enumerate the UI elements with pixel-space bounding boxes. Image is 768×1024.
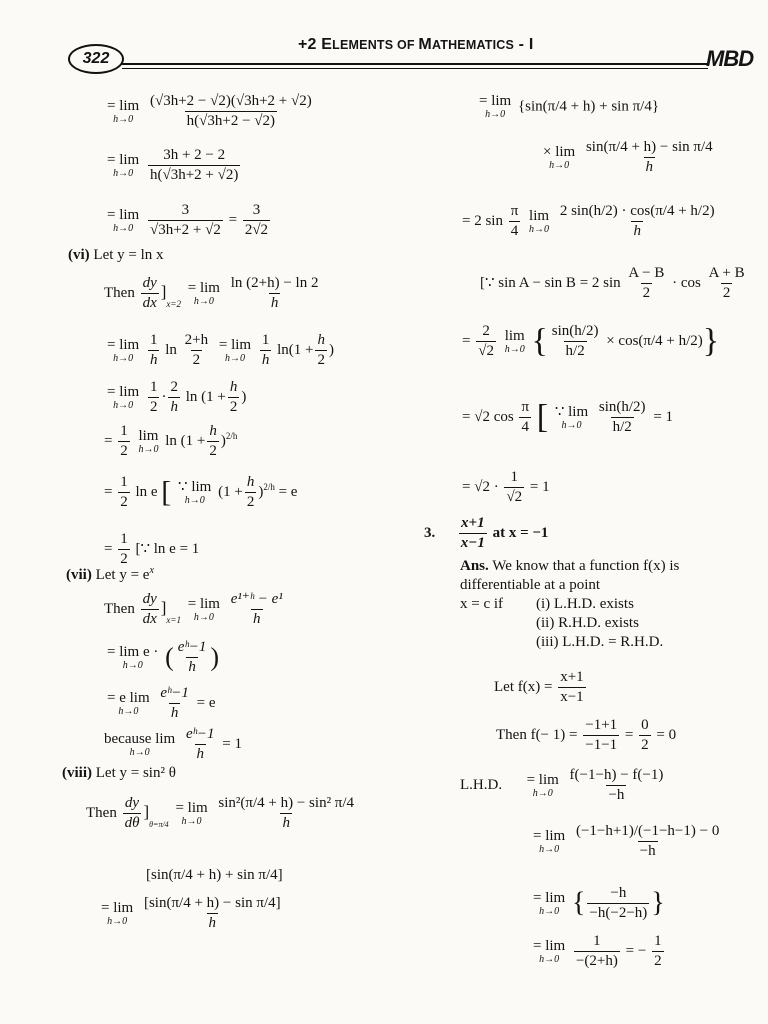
part-vi-step-2: = lim h→0 $\frac{1}{h}$ ln $\frac{2+h}{2}$ = lim h→0 $\frac{1}{h}$ ln(1 + $\frac{h}{2}$ ) (107, 332, 334, 368)
part-viii-heading: (viii) Let y = sin² θ (62, 765, 176, 781)
right-step-4: = $\frac{2}{√2}$ lim h→0 { $\frac{\sin(h/2)}{h/2}$ × cos(π/4 + h/2)} (462, 322, 720, 360)
publisher-logo: MBD (706, 46, 754, 71)
page-number: 322 (68, 44, 124, 74)
right-identity-note: [∵ sin A − sin B = 2 sin $\frac{A - B}{2}$ · cos $\frac{A + B}{2}$ (480, 265, 745, 301)
part-viii-then: Then $\frac{dy}{d\theta}$ ]$_{\theta=\pi/4}$ = lim h→0 $\frac{\text{sin²(π/4 + h) − sin² π/4}}{h}$ (86, 795, 355, 831)
part-vii-then: Then $\frac{dy}{dx}$ ]$_{x=1}$ = lim h→0 $\frac{\text{e¹⁺ʰ − e¹}}{h}$ (104, 591, 283, 627)
part-vi-step-4: = $\frac{1}{2}$ lim h→0 ln (1 + $\frac{h}{2}$ )$^{2/h}$ (104, 423, 238, 459)
part-viii-step-2: = lim h→0 $\frac{\text{[sin(π/4 + h) − sin π/4]}}{h}$ (101, 895, 281, 931)
right-step-3: = 2 sin $\frac{\pi}{4}$ lim h→0 $\frac{2 \sin(h/2) \cdot \cos(\pi/4 + h/2)}{h}$ (462, 203, 715, 239)
right-step-2: × lim h→0 $\frac{\text{sin(π/4 + h) − sin π/4}}{h}$ (543, 139, 713, 175)
left-step-2: = lim h→0 $\frac{3h + 2 - 2}{h(√3h+2 + √2)}$ (107, 147, 239, 183)
let-f-definition: Let f(x) = $\frac{x+1}{x-1}$ (494, 669, 584, 705)
lhd-step-2: = lim h→0 $\frac{(-1-h+1)/(-1-h-1) - 0}{-h}$ (533, 823, 720, 859)
right-step-5: = √2 cos $\frac{\pi}{4}$ [ ∵ lim h→0 $\frac{\sin(h/2)}{h/2}$ = 1 (462, 398, 674, 436)
right-step-1: = lim h→0 {sin(π/4 + h) + sin π/4} (479, 93, 660, 120)
part-vi-step-3: = lim h→0 $\frac{1}{2}$ · $\frac{2}{h}$ ln (1 + $\frac{h}{2}$ ) (107, 379, 247, 415)
lhd-step-1: L.H.D. = lim h→0 $\frac{f(-1-h) - f(-1)}{-h}$ (460, 767, 664, 803)
left-step-3: = lim h→0 $\frac{3}{√3h+2 + √2}$ = $\frac{3}{2√2}$ (107, 202, 269, 238)
page-header-title: +2 ELEMENTS OF MATHEMATICS - I (298, 36, 534, 53)
part-vi-then: Then $\frac{dy}{dx}$ ]$_{x=2}$ = lim h→0 $\frac{\ln (2+h) - \ln 2}{h}$ (104, 275, 319, 311)
answer-intro: Ans. We know that a function f(x) is differentiable at a point x = c if (i) L.H.D. exists (ii) R.H.D. exists (iii) L.H.D. = R.H.D. (460, 558, 680, 650)
right-step-6: = √2 · $\frac{1}{√2}$ = 1 (462, 469, 550, 505)
question-3: 3. $\frac{x+1}{x-1}$ at x = −1 (424, 515, 549, 551)
header-rule (122, 63, 708, 65)
part-vii-step-2: = lim e · h→0 ( $\frac{\text{eʰ−1}}{h}$ ) (107, 639, 220, 675)
header-rule-thin (122, 68, 708, 69)
part-vii-step-3: = e lim h→0 $\frac{\text{eʰ−1}}{h}$ = e (107, 685, 216, 721)
part-vii-heading: (vii) Let $y = e^x$ (66, 565, 154, 583)
lhd-step-3: = lim h→0 { $\frac{-h}{-h(-2-h)}$ } (533, 885, 665, 921)
lhd-step-4: = lim h→0 $\frac{1}{-(2+h)}$ = − $\frac{1}{2}$ (533, 933, 662, 969)
part-vi-step-5: = $\frac{1}{2}$ ln e [ ∵ lim h→0 (1 + $\frac{h}{2}$ )$^{2/h}$ = e (104, 474, 298, 510)
part-vi-heading: (vi) Let y = ln x (68, 247, 164, 263)
part-vi-step-6: = $\frac{1}{2}$ [∵ ln e = 1 (104, 531, 200, 567)
f-at-minus-1: Then f(− 1) = $\frac{-1+1}{-1-1}$ = $\frac{0}{2}$ = 0 (496, 717, 677, 753)
left-step-1: = lim h→0 $\frac{(√3h+2 - √2)(√3h+2 + √2)}{h(√3h+2 - √2)}$ (107, 93, 312, 129)
part-viii-numerator-top: [sin(π/4 + h) + sin π/4] (146, 867, 283, 883)
part-vii-because: because lim h→0 $\frac{\text{eʰ−1}}{h}$ = 1 (104, 726, 242, 762)
